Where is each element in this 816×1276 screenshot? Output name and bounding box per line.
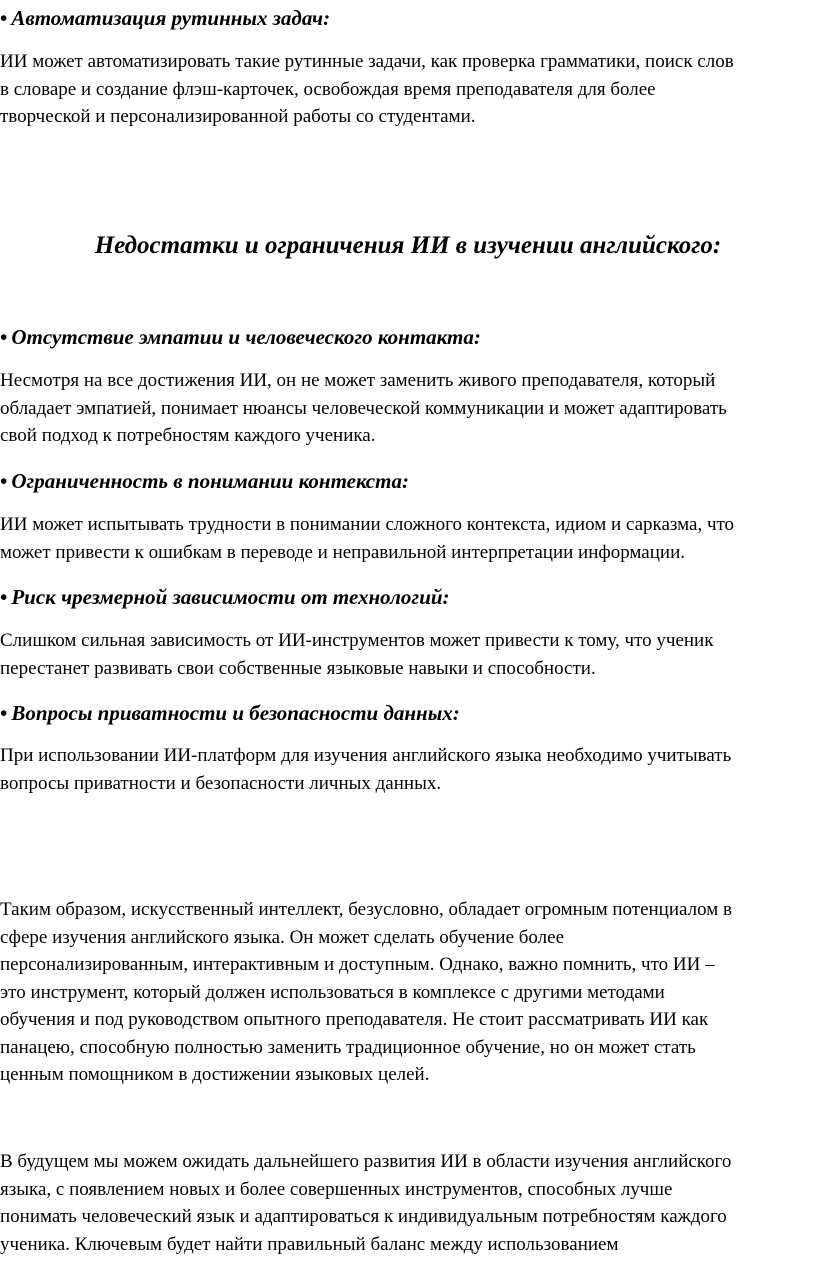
bullet-marker: •	[0, 325, 8, 349]
bullet-marker: •	[0, 701, 8, 725]
text-line: панацею, способную полностью заменить традиционное обучение, но он может стать	[0, 1036, 696, 1058]
text-line: свой подход к потребностям каждого ученика.	[0, 425, 376, 446]
text-line: персонализированным, интерактивным и доступным. Однако, важно помнить, что ИИ –	[0, 954, 715, 975]
paragraph-overdependence-risk	[0, 627, 816, 682]
heading-privacy-security	[0, 699, 460, 727]
text-line: Таким образом, искусственный интеллект, безусловно, обладает огромным потенциалом в	[0, 899, 732, 920]
paragraph-context-limits	[0, 511, 816, 566]
heading-lack-of-empathy	[0, 323, 481, 351]
bullet-marker: •	[0, 469, 8, 493]
paragraph-conclusion	[0, 896, 816, 1089]
paragraph-privacy-security	[0, 742, 816, 797]
heading-text: Автоматизация рутинных задач:	[11, 6, 331, 30]
text-line: обладает эмпатией, понимает нюансы человеческой коммуникации и может адаптировать	[0, 397, 727, 419]
text-line: ИИ может испытывать трудности в понимании сложного контекста, идиом и сарказма, что	[0, 514, 735, 535]
text-line: В будущем мы можем ожидать дальнейшего развития ИИ в области изучения английского	[0, 1151, 732, 1172]
text-line: понимать человеческий язык и адаптироваться к индивидуальным потребностям каждого	[0, 1206, 727, 1227]
text-line: сфере изучения английского языка. Он может сделать обучение более	[0, 926, 565, 948]
heading-text: Отсутствие эмпатии и человеческого контакта:	[11, 325, 481, 349]
paragraph-lack-of-empathy	[0, 367, 816, 450]
text-line: Несмотря на все достижения ИИ, он не может заменить живого преподавателя, который	[0, 370, 716, 391]
heading-routine-automation	[0, 4, 330, 32]
bullet-marker: •	[0, 6, 8, 30]
text-line: Слишком сильная зависимость от ИИ-инструментов может привести к тому, что ученик	[0, 630, 714, 651]
section-title: Недостатки и ограничения ИИ в изучении английского:	[94, 232, 722, 259]
text-line: перестанет развивать свои собственные языковые навыки и способности.	[0, 657, 596, 679]
heading-context-limits	[0, 467, 409, 495]
text-line: творческой и персонализированной работы со студентами.	[0, 106, 476, 127]
text-line: ИИ может автоматизировать такие рутинные задачи, как проверка грамматики, поиск слов	[0, 51, 734, 72]
heading-text: Вопросы приватности и безопасности данных:	[11, 701, 460, 725]
heading-overdependence-risk	[0, 583, 450, 611]
text-line: это инструмент, который должен использоваться в комплексе с другими методами	[0, 981, 665, 1003]
paragraph-future-outlook	[0, 1148, 816, 1258]
text-line: При использовании ИИ-платформ для изучения английского языка необходимо учитывать	[0, 745, 732, 766]
text-line: вопросы приватности и безопасности личных данных.	[0, 772, 442, 794]
heading-text: Ограниченность в понимании контекста:	[11, 469, 409, 493]
text-line: ценным помощником в достижении языковых целей.	[0, 1064, 430, 1085]
text-line: обучения и под руководством опытного преподавателя. Не стоит рассматривать ИИ как	[0, 1009, 709, 1030]
text-line: может привести к ошибкам в переводе и неправильной интерпретации информации.	[0, 541, 685, 563]
heading-text: Риск чрезмерной зависимости от технологий:	[11, 585, 450, 609]
paragraph-routine-automation	[0, 48, 816, 131]
text-line: ученика. Ключевым будет найти правильный баланс между использованием	[0, 1233, 619, 1255]
text-line: языка, с появлением новых и более совершенных инструментов, способных лучше	[0, 1178, 673, 1200]
text-line: в словаре и создание флэш-карточек, освобождая время преподавателя для более	[0, 78, 656, 100]
bullet-marker: •	[0, 585, 8, 609]
